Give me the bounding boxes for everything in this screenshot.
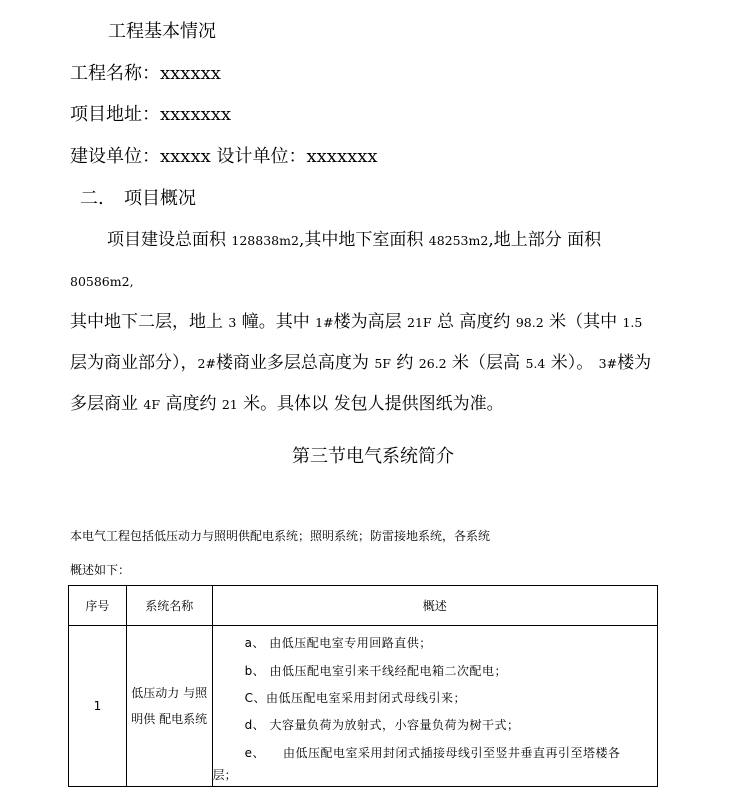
overview-item-a: a、 由低压配电室专用回路直供； — [244, 636, 432, 650]
text-run: 楼为高层 — [333, 312, 402, 332]
construction-unit-label: 建设单位： — [70, 146, 160, 167]
col-header-system-name: 系统名称 — [126, 586, 212, 626]
overview-item-c: C、由低压配电室采用封闭式母线引来； — [244, 691, 466, 705]
text-run: ,地上部分 面积 — [488, 230, 602, 250]
text-run: 多层商业 — [70, 394, 138, 414]
overview-item-e-continuation: 层； — [212, 768, 237, 782]
text-run: 总 高度约 — [437, 312, 511, 332]
text-run: 1.5 — [622, 315, 643, 330]
text-run: 2# — [197, 356, 216, 371]
electrical-intro-line-1: 本电气工程包括低压动力与照明供配电系统；照明系统；防雷接地系统，各系统 — [70, 529, 491, 543]
text-run: 楼商业多层总高度为 — [215, 353, 369, 373]
text-run: 26.2 — [418, 356, 447, 371]
construction-unit-value: xxxxx — [160, 146, 211, 167]
table-row — [69, 626, 658, 787]
project-address-label: 项目地址： — [70, 104, 160, 125]
text-run: 1# — [315, 315, 334, 330]
text-run: 3 — [228, 315, 237, 330]
text-run: 米（层高 — [452, 353, 521, 373]
text-run: 幢。其中 — [241, 312, 310, 332]
overview-line-1 — [70, 220, 668, 302]
text-run: 米）。 — [550, 353, 594, 373]
text-run: 21F — [407, 315, 432, 330]
text-run: 项目建设总面积 — [107, 230, 226, 250]
text-run: 80586m2, — [70, 274, 134, 289]
text-run: 米（其中 — [549, 312, 618, 332]
text-run: 3# — [598, 356, 618, 371]
table-header-row — [69, 586, 658, 626]
overview-item-e-text: 由低压配电室采用封闭式插接母线引至竖井垂直再引至塔楼各 — [282, 746, 621, 760]
text-run: 其中地下二层，地上 — [70, 312, 223, 332]
text-run: ,其中地下室面积 — [298, 230, 424, 250]
overview-item-d: d、 大容量负荷为放射式，小容量负荷为树干式； — [244, 718, 520, 732]
overview-item-e — [245, 744, 621, 762]
overview-line-2 — [70, 302, 668, 343]
text-run: 5.4 — [525, 356, 546, 371]
overview-item-b: b、 由低压配电室引来干线经配电箱二次配电； — [244, 664, 507, 678]
text-run: 4F — [143, 397, 161, 412]
overview-item-e-marker: e、 — [244, 746, 265, 760]
section3-heading: 第三节电气系统简介 — [292, 446, 454, 467]
design-unit-label: 设计单位： — [216, 146, 307, 167]
project-name-label: 工程名称： — [70, 63, 160, 84]
design-unit-value: xxxxxxx — [306, 146, 378, 167]
row-overview — [212, 626, 657, 787]
electrical-intro-line-2: 概述如下： — [70, 563, 131, 577]
text-run: 98.2 — [515, 315, 544, 330]
text-run: 约 — [396, 353, 414, 373]
text-run: 48253m2 — [428, 233, 489, 248]
section2-number: 二. — [80, 188, 104, 209]
text-run: 米。具体以 发包人提供图纸为准。 — [243, 394, 504, 414]
text-run: 5F — [374, 356, 391, 371]
text-run: 楼为 — [617, 353, 652, 373]
text-run: 128838m2 — [231, 233, 299, 248]
section2-title: 项目概况 — [124, 188, 196, 209]
section2-heading — [80, 187, 196, 211]
text-run: 层为商业部分）， — [70, 353, 198, 373]
project-name-line — [70, 62, 221, 86]
row-number: 1 — [69, 626, 127, 787]
project-address-value: xxxxxxx — [160, 104, 232, 125]
units-line — [70, 145, 378, 169]
project-address-line — [70, 103, 231, 127]
row-system-name: 低压动力 与照明供 配电系统 — [126, 626, 212, 787]
overview-line-4 — [70, 384, 668, 425]
overview-line-3 — [70, 343, 668, 384]
text-run: 高度约 — [165, 394, 217, 414]
heading-project-basic-info: 工程基本情况 — [108, 21, 216, 42]
electrical-systems-table — [68, 585, 658, 787]
overview-paragraph — [70, 220, 668, 425]
project-name-value: xxxxxx — [160, 63, 221, 84]
col-header-number: 序号 — [69, 586, 127, 626]
col-header-overview: 概述 — [212, 586, 657, 626]
text-run: 21 — [221, 397, 238, 412]
